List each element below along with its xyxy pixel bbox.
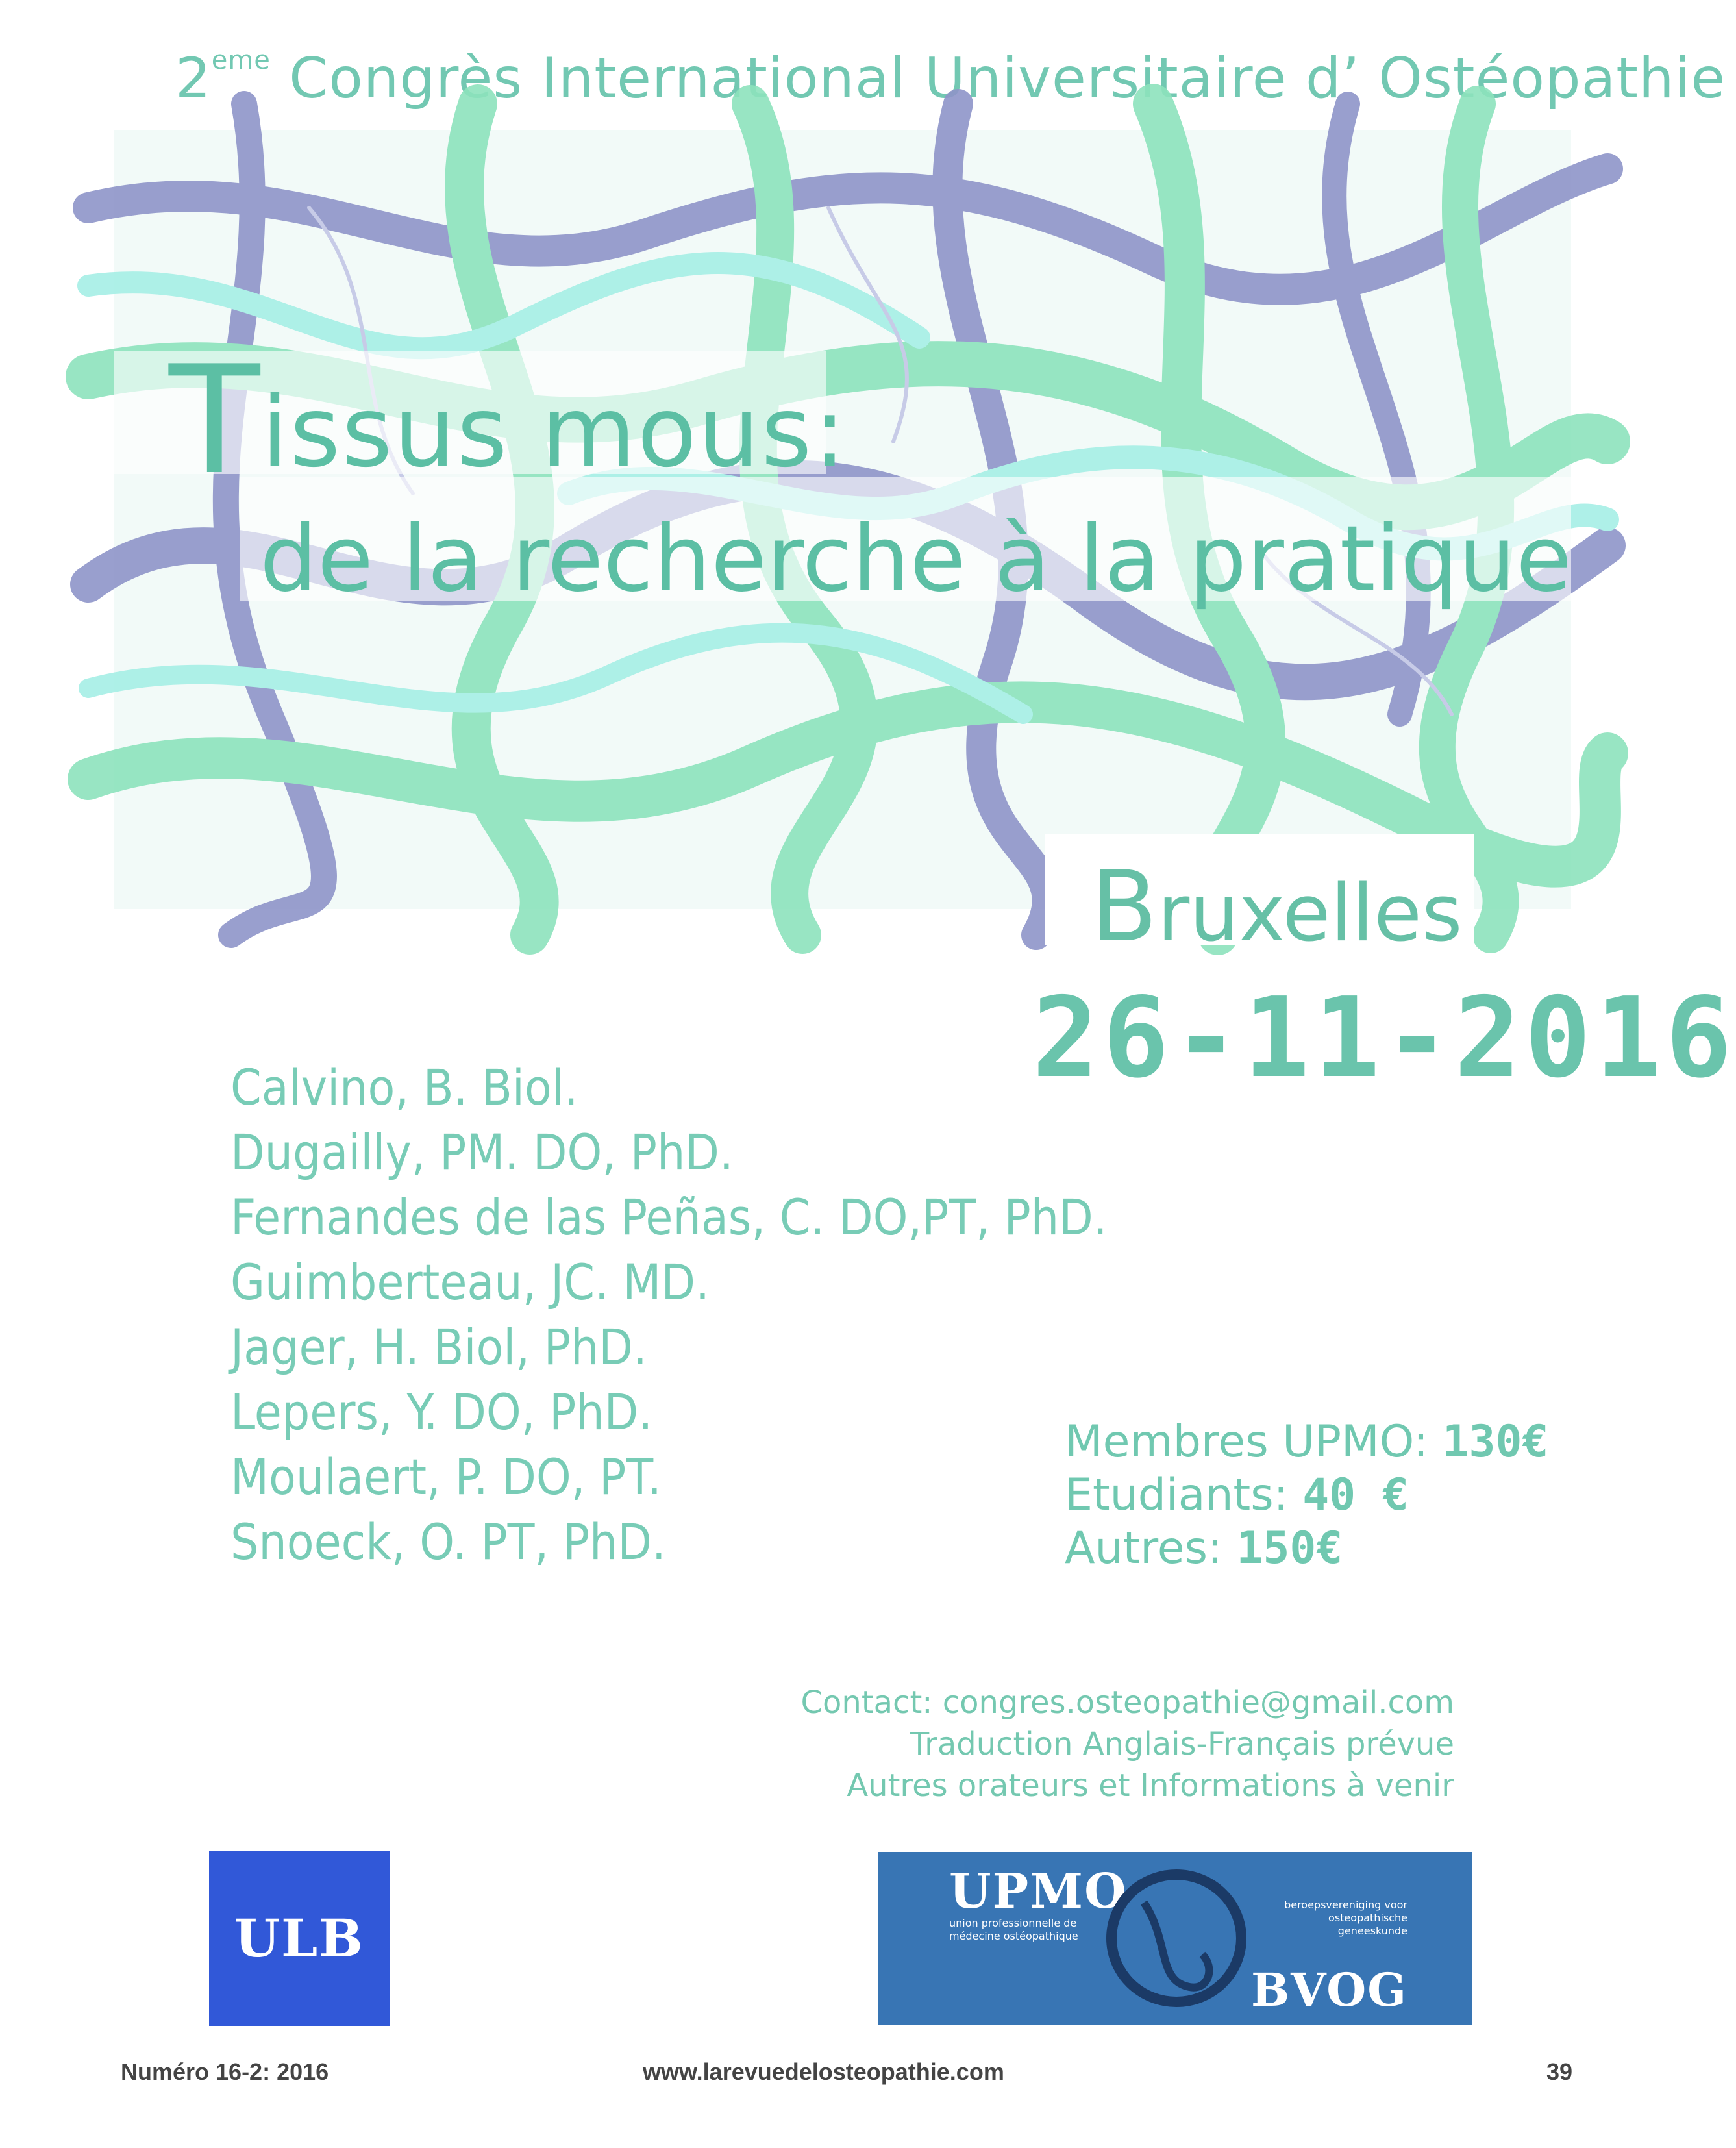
upmo-bvog-logo bbox=[878, 1852, 1472, 2025]
headline-line-1 bbox=[169, 334, 847, 508]
congress-ordinal: 2 bbox=[175, 46, 212, 111]
speaker-list bbox=[230, 1055, 1204, 1575]
headline-rest: issus mous: bbox=[261, 376, 848, 489]
issue-number: Numéro 16-2: 2016 bbox=[121, 2058, 329, 2085]
website-link[interactable]: www.larevuedelosteopathie.com bbox=[643, 2058, 1004, 2085]
price-amount: 130€ bbox=[1442, 1416, 1549, 1467]
price-list bbox=[1065, 1416, 1549, 1575]
congress-title bbox=[175, 45, 1726, 111]
congress-name: Congrès International Universitaire d’ Ostéopathie bbox=[289, 46, 1726, 111]
upmo-subtitle: union professionnelle de médecine ostéopathique bbox=[949, 1917, 1078, 1942]
page-number: 39 bbox=[1546, 2058, 1572, 2085]
price-item bbox=[1065, 1469, 1545, 1522]
price-label: Etudiants: bbox=[1065, 1469, 1289, 1521]
upmo-wordmark: UPMO bbox=[949, 1864, 1128, 1919]
headline-cap: T bbox=[169, 334, 262, 508]
speaker-item: Lepers, Y. DO, PhD. bbox=[230, 1383, 653, 1441]
headline-line-2: de la recherche à la pratique bbox=[260, 506, 1572, 612]
speaker-item: Jager, H. Biol, PhD. bbox=[230, 1318, 647, 1376]
bvog-subtitle: beroepsvereniging voor osteopathische geneeskunde bbox=[1284, 1899, 1407, 1937]
congress-ordinal-suffix: eme bbox=[211, 45, 271, 75]
city-rest: ruxelles bbox=[1157, 869, 1463, 959]
speaker-item: Calvino, B. Biol. bbox=[230, 1058, 578, 1116]
speaker-item: Moulaert, P. DO, PT. bbox=[230, 1448, 662, 1506]
price-label: Autres: bbox=[1065, 1523, 1222, 1574]
contact-block bbox=[675, 1682, 1454, 1806]
event-city bbox=[1091, 851, 1462, 964]
translation-note: Traduction Anglais-Français prévue bbox=[910, 1726, 1454, 1762]
event-date: 26-11-2016 bbox=[1032, 974, 1736, 1103]
contact-email-line[interactable]: Contact: congres.osteopathie@gmail.com bbox=[800, 1684, 1454, 1721]
price-item bbox=[1065, 1416, 1549, 1469]
more-info-note: Autres orateurs et Informations à venir bbox=[847, 1767, 1454, 1804]
speaker-item: Guimberteau, JC. MD. bbox=[230, 1253, 710, 1311]
city-cap: B bbox=[1091, 851, 1158, 964]
speaker-item: Fernandes de las Peñas, C. DO,PT, PhD. bbox=[230, 1188, 1108, 1246]
bvog-wordmark: BVOG bbox=[1250, 1963, 1407, 2017]
price-item bbox=[1065, 1522, 1545, 1575]
price-amount: 40 € bbox=[1302, 1469, 1409, 1521]
upmo-emblem-icon bbox=[1098, 1864, 1254, 2013]
speaker-item: Snoeck, O. PT, PhD. bbox=[230, 1513, 666, 1571]
price-label: Membres UPMO: bbox=[1065, 1416, 1428, 1467]
ulb-logo: ULB bbox=[209, 1851, 390, 2026]
price-amount: 150€ bbox=[1236, 1523, 1343, 1574]
speaker-item: Dugailly, PM. DO, PhD. bbox=[230, 1123, 734, 1181]
